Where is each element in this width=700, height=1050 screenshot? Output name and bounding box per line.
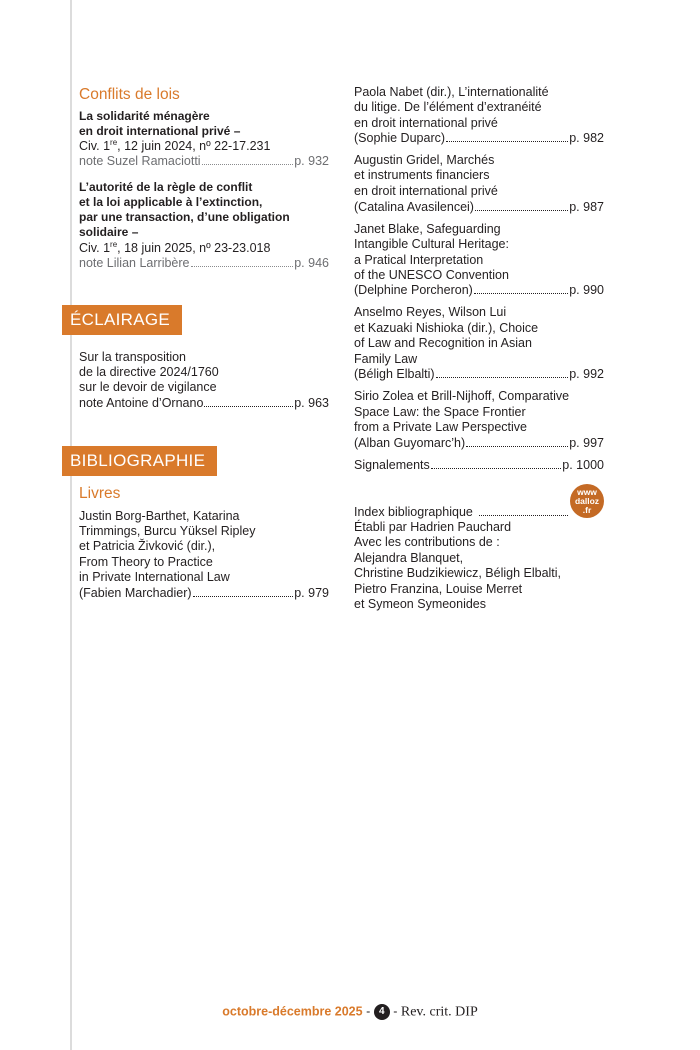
book2-author-line <box>354 131 604 146</box>
index-line1: Établi par Hadrien Pauchard <box>354 520 512 534</box>
footer-sep-2: - <box>393 1004 398 1019</box>
index-line5: Pietro Franzina, Louise Merret <box>354 582 523 596</box>
book3-author-line <box>354 200 604 215</box>
margin-rule <box>70 0 72 1050</box>
index-heading-line <box>354 505 569 520</box>
entry2-title-line2: et la loi applicable à l’extinction, <box>79 195 263 209</box>
book6-author: (Alban Guyomarc’h) <box>354 436 466 450</box>
book5-author: (Béligh Elbalti) <box>354 367 435 381</box>
book2-page: p. 982 <box>569 131 604 145</box>
book4-author-line <box>354 283 604 298</box>
entry1-title-line1: La solidarité ménagère <box>79 109 210 123</box>
book4-line3: a Pratical Interpretation <box>354 253 484 267</box>
entry2-note-line <box>79 256 329 271</box>
eclairage-note: note Antoine d’Ornano <box>79 396 204 410</box>
book1-page: p. 979 <box>294 586 329 600</box>
book1-author-line <box>79 586 329 601</box>
book3-line2: et instruments financiers <box>354 168 490 182</box>
book4-page: p. 990 <box>569 283 604 297</box>
section-heading-conflits: Conflits de lois <box>79 86 180 103</box>
section-heading-livres: Livres <box>79 485 121 502</box>
entry2-page: p. 946 <box>294 256 329 270</box>
entry2-citation: Civ. 1re, 18 juin 2025, nº 23-23.018 <box>79 239 271 255</box>
eclairage-page: p. 963 <box>294 396 329 410</box>
entry1-note: note Suzel Ramaciotti <box>79 154 201 168</box>
book3-author: (Catalina Avasilencei) <box>354 200 474 214</box>
page-number: 4 <box>374 1004 390 1020</box>
book5-line3: of Law and Recognition in Asian <box>354 336 532 350</box>
eclairage-note-line <box>79 396 329 411</box>
entry2-title-line1: L’autorité de la règle de conflit <box>79 180 253 194</box>
book5-author-line <box>354 367 604 382</box>
book3-line3: en droit international privé <box>354 184 498 198</box>
banner-eclairage: ÉCLAIRAGE <box>62 305 182 335</box>
index-line4: Christine Budzikiewicz, Béligh Elbalti, <box>354 566 562 580</box>
page-footer <box>0 1004 700 1020</box>
dalloz-logo[interactable]: www dalloz .fr <box>570 484 604 518</box>
index-line6: et Symeon Symeonides <box>354 597 487 611</box>
journal-name: Rev. crit. DIP <box>400 1004 478 1020</box>
entry1-note-line <box>79 154 329 169</box>
entry1-title-line2: en droit international privé – <box>79 124 241 138</box>
entry2-title-line3: par une transaction, d’une obligation <box>79 210 290 224</box>
book1-line4: From Theory to Practice <box>79 555 213 569</box>
book1-author: (Fabien Marchadier) <box>79 586 192 600</box>
eclairage-line1: Sur la transposition <box>79 350 187 364</box>
footer-sep-1: - <box>366 1004 371 1019</box>
book5-page: p. 992 <box>569 367 604 381</box>
eclairage-line2: de la directive 2024/1760 <box>79 365 219 379</box>
book1-line2: Trimmings, Burcu Yüksel Ripley <box>79 524 256 538</box>
book6-line1: Sirio Zolea et Brill-Nijhoff, Comparative <box>354 389 570 403</box>
signalements-page: p. 1000 <box>562 458 604 472</box>
book2-line2: du litige. De l’élément d’extranéité <box>354 100 542 114</box>
book5-line1: Anselmo Reyes, Wilson Lui <box>354 305 507 319</box>
entry1-citation: Civ. 1re, 12 juin 2024, nº 22-17.231 <box>79 137 271 153</box>
book5-line4: Family Law <box>354 352 418 366</box>
book4-line2: Intangible Cultural Heritage: <box>354 237 509 251</box>
book6-line2: Space Law: the Space Frontier <box>354 405 526 419</box>
book4-line4: of the UNESCO Convention <box>354 268 509 282</box>
entry2-title-line4: solidaire – <box>79 225 139 239</box>
book4-author: (Delphine Porcheron) <box>354 283 473 297</box>
signalements-line <box>354 458 604 473</box>
index-line2: Avec les contributions de : <box>354 535 500 549</box>
book4-line1: Janet Blake, Safeguarding <box>354 222 501 236</box>
index-label: Index bibliographique <box>354 505 473 519</box>
book2-line3: en droit international privé <box>354 116 498 130</box>
book3-line1: Augustin Gridel, Marchés <box>354 153 495 167</box>
book2-line1: Paola Nabet (dir.), L’internationalité <box>354 85 549 99</box>
book6-page: p. 997 <box>569 436 604 450</box>
index-line3: Alejandra Blanquet, <box>354 551 464 565</box>
signalements-label: Signalements <box>354 458 430 472</box>
entry2-note: note Lilian Larribère <box>79 256 190 270</box>
book1-line3: et Patricia Živković (dir.), <box>79 539 216 553</box>
book6-author-line <box>354 436 604 451</box>
book5-line2: et Kazuaki Nishioka (dir.), Choice <box>354 321 539 335</box>
banner-bibliographie: BIBLIOGRAPHIE <box>62 446 217 476</box>
book1-line5: in Private International Law <box>79 570 230 584</box>
entry1-page: p. 932 <box>294 154 329 168</box>
eclairage-line3: sur le devoir de vigilance <box>79 380 217 394</box>
book1-line1: Justin Borg-Barthet, Katarina <box>79 509 240 523</box>
book6-line3: from a Private Law Perspective <box>354 420 527 434</box>
book3-page: p. 987 <box>569 200 604 214</box>
footer-date: octobre-décembre 2025 <box>222 1004 363 1019</box>
book2-author: (Sophie Duparc) <box>354 131 446 145</box>
